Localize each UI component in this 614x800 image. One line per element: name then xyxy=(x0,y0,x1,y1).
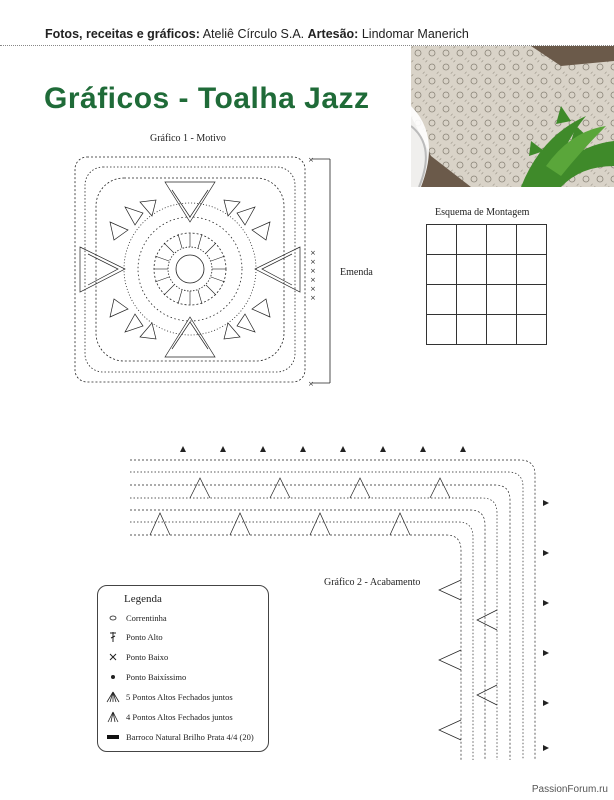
legend-title: Legenda xyxy=(124,593,162,605)
page-title: Gráficos - Toalha Jazz xyxy=(44,82,370,115)
svg-text:×: × xyxy=(308,380,314,388)
legend-item-chain xyxy=(104,611,167,625)
grid-cell xyxy=(487,285,517,315)
grid-cell xyxy=(487,225,517,255)
grid-cell xyxy=(517,255,547,285)
grid-cell xyxy=(457,255,487,285)
yarn-swatch-icon xyxy=(104,733,122,741)
double-crochet-icon xyxy=(104,631,122,643)
grid-cell xyxy=(517,315,547,345)
grid-row xyxy=(427,285,547,315)
photos-label: Fotos, receitas e gráficos: xyxy=(45,27,200,41)
grid-cell xyxy=(517,285,547,315)
join-bracket xyxy=(300,155,340,390)
svg-text:×: × xyxy=(310,285,316,293)
grid-cell xyxy=(427,315,457,345)
chart1-caption: Gráfico 1 - Motivo xyxy=(150,133,226,144)
legend-item-four-cluster xyxy=(104,710,233,724)
svg-text:×: × xyxy=(310,294,316,302)
svg-text:×: × xyxy=(308,156,314,164)
grid-row xyxy=(427,315,547,345)
grid-cell xyxy=(427,255,457,285)
legend-label: Correntinha xyxy=(126,613,167,623)
legend-label: Ponto Baixo xyxy=(126,652,169,662)
grid-cell xyxy=(457,315,487,345)
legend-label: Ponto Alto xyxy=(126,632,163,642)
artisan-label: Artesão: xyxy=(307,27,359,41)
watermark: PassionForum.ru xyxy=(531,784,608,795)
svg-text:×: × xyxy=(310,267,316,275)
legend-label: Barroco Natural Brilho Prata 4/4 (20) xyxy=(126,732,254,742)
legend-item-single-crochet xyxy=(104,650,168,664)
slip-stitch-icon xyxy=(104,672,122,682)
five-dc-cluster-icon xyxy=(104,691,122,703)
artisan-name: Lindomar Manerich xyxy=(361,27,469,41)
four-dc-cluster-icon xyxy=(104,711,122,723)
motif-chart xyxy=(70,152,320,392)
legend-label: 5 Pontos Altos Fechados juntos xyxy=(126,692,233,702)
join-label: Emenda xyxy=(340,267,373,278)
chart2-caption: Gráfico 2 - Acabamento xyxy=(324,577,421,588)
svg-text:×: × xyxy=(310,258,316,266)
legend-label: Ponto Baixíssimo xyxy=(126,672,187,682)
grid-row xyxy=(427,225,547,255)
grid-row xyxy=(427,255,547,285)
grid-cell xyxy=(427,285,457,315)
assembly-grid xyxy=(426,224,547,345)
studio-name: Ateliê Círculo S.A. xyxy=(202,27,305,41)
single-crochet-icon xyxy=(104,652,122,662)
svg-text:×: × xyxy=(310,249,316,257)
grid-cell xyxy=(487,315,517,345)
tablecloth-photo xyxy=(411,46,614,187)
legend-item-five-cluster xyxy=(104,690,233,704)
legend-item-yarn xyxy=(104,730,254,744)
legend-item-double-crochet xyxy=(104,630,163,644)
grid-cell xyxy=(427,225,457,255)
credits-header xyxy=(45,27,469,41)
grid-cell xyxy=(457,285,487,315)
chain-stitch-icon xyxy=(104,614,122,622)
svg-text:×: × xyxy=(310,276,316,284)
legend xyxy=(97,585,269,752)
grid-cell xyxy=(517,225,547,255)
grid-cell xyxy=(457,225,487,255)
legend-label: 4 Pontos Altos Fechados juntos xyxy=(126,712,233,722)
legend-item-slip-stitch xyxy=(104,670,186,684)
grid-cell xyxy=(487,255,517,285)
assembly-caption: Esquema de Montagem xyxy=(435,207,530,218)
